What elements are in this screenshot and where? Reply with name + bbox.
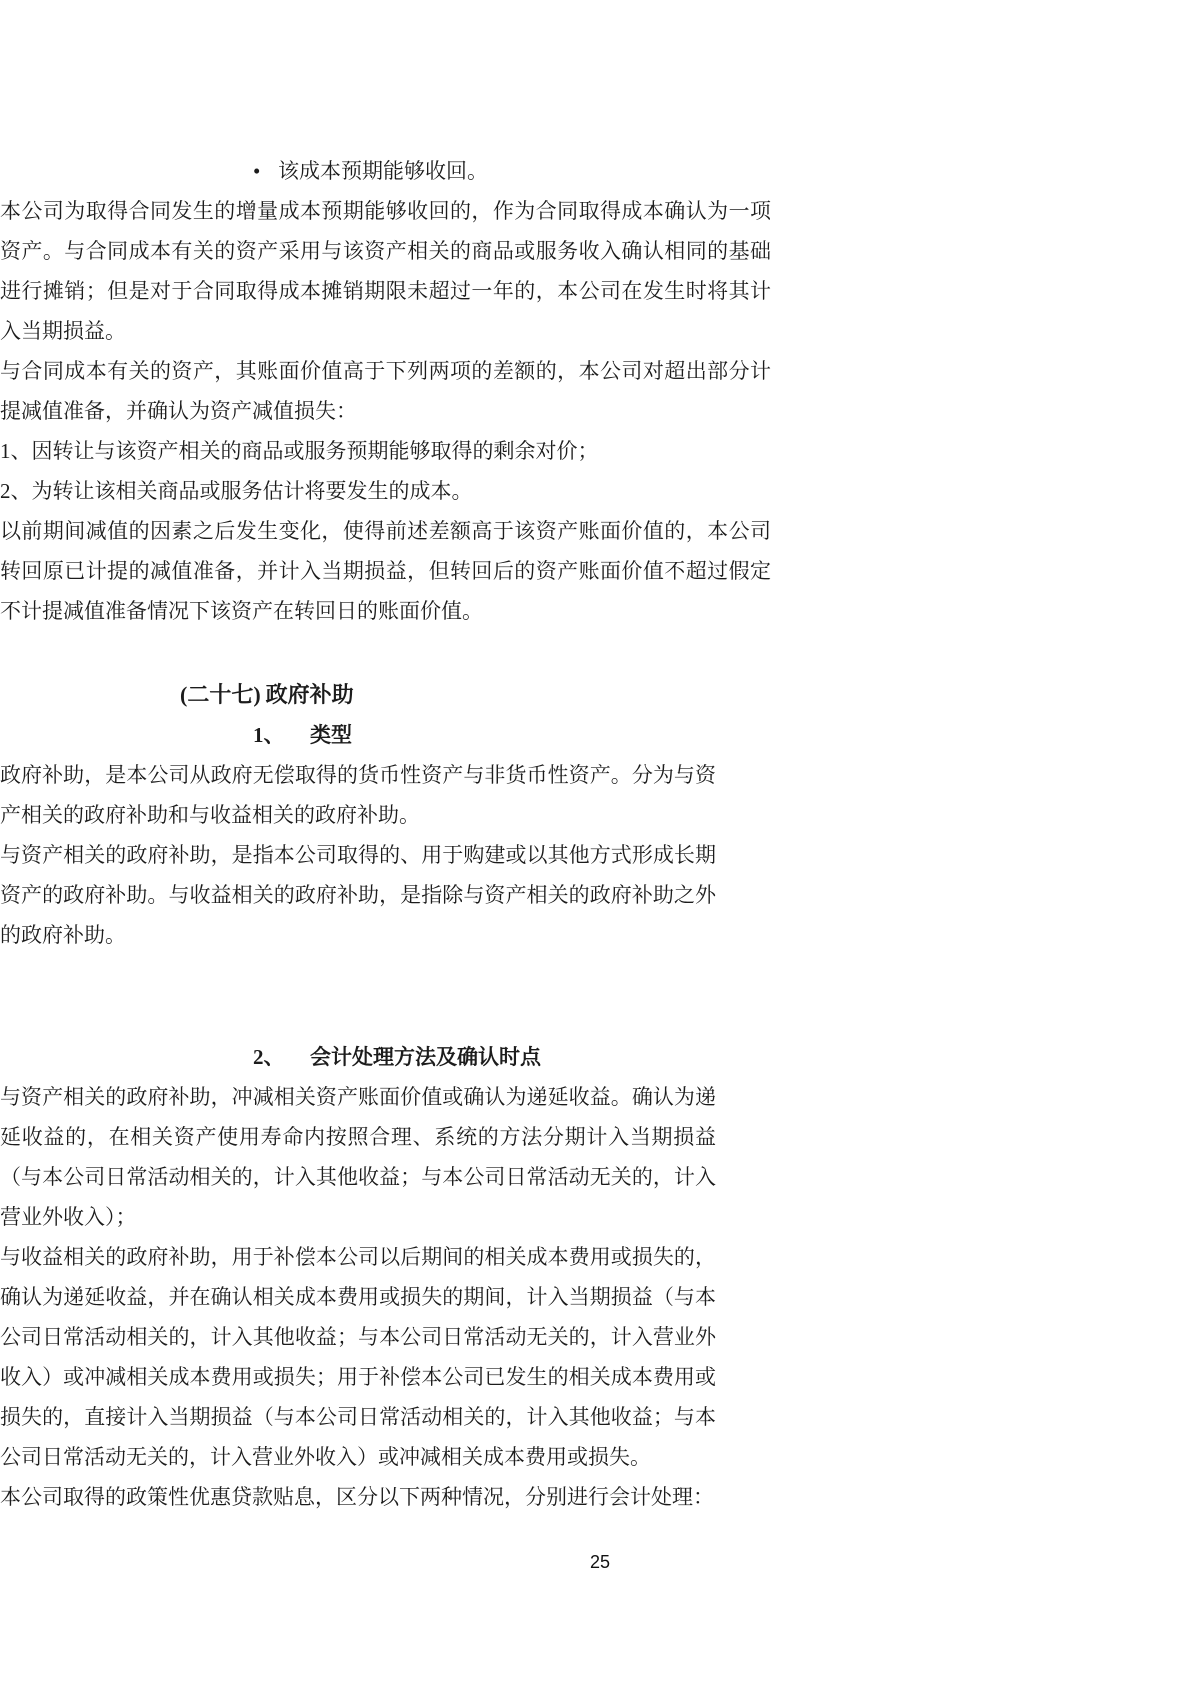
paragraph: 本公司取得的政策性优惠贷款贴息，区分以下两种情况，分别进行会计处理： — [0, 1485, 714, 1509]
paragraph: 与资产相关的政府补助，是指本公司取得的、用于购建或以其他方式形成长期资产的政府补助。与收益相关的政府补助，是指除与资产相关的政府补助之外的政府补助。 — [0, 843, 716, 947]
subsection-heading-1 — [253, 715, 1200, 755]
paragraph: 与收益相关的政府补助，用于补偿本公司以后期间的相关成本费用或损失的，确认为递延收益，并在确认相关成本费用或损失的期间，计入当期损益（与本公司日常活动相关的，计入其他收益；与本公司日常活动无关的，计入营业外收入）或冲减相关成本费用或损失；用于补偿本公司已发生的相关成本费用或损失的，直接计入当期损益（与本公司日常活动相关的，计入其他收益；与本公司日常活动无关的，计入营业外收入）或冲减相关成本费用或损失。 — [0, 1245, 716, 1469]
section-title: 政府补助 — [265, 682, 354, 707]
subsection-title: 会计处理方法及确认时点 — [310, 1045, 541, 1069]
subsection-number: 1、 — [253, 723, 285, 747]
section-label: (二十七) — [180, 682, 261, 707]
subsection-number: 2、 — [253, 1045, 285, 1069]
bullet-icon: • — [253, 159, 261, 183]
paragraph: 本公司为取得合同发生的增量成本预期能够收回的，作为合同取得成本确认为一项资产。与合同成本有关的资产采用与该资产相关的商品或服务收入确认相同的基础进行摊销；但是对于合同取得成本摊销期限未超过一年的，本公司在发生时将其计入当期损益。 — [0, 199, 771, 343]
page-number: 25 — [589, 1552, 611, 1572]
numbered-clause: 1、因转让与该资产相关的商品或服务预期能够取得的剩余对价； — [0, 439, 599, 463]
section-heading — [180, 675, 1200, 715]
paragraph: 与资产相关的政府补助，冲减相关资产账面价值或确认为递延收益。确认为递延收益的，在相关资产使用寿命内按照合理、系统的方法分期计入当期损益（与本公司日常活动相关的，计入其他收益；与本公司日常活动无关的，计入营业外收入）； — [0, 1085, 716, 1229]
paragraph: 与合同成本有关的资产，其账面价值高于下列两项的差额的，本公司对超出部分计提减值准备，并确认为资产减值损失： — [0, 359, 771, 423]
bullet-item-text: 该成本预期能够收回。 — [278, 159, 488, 183]
subsection-heading-2 — [253, 1037, 1200, 1077]
page-content — [0, 151, 1200, 1517]
numbered-clause: 2、为转让该相关商品或服务估计将要发生的成本。 — [0, 479, 473, 503]
bullet-list-item — [253, 151, 1200, 191]
page-footer — [0, 1551, 1200, 1573]
subsection-title: 类型 — [310, 723, 352, 747]
paragraph: 政府补助，是本公司从政府无偿取得的货币性资产与非货币性资产。分为与资产相关的政府补助和与收益相关的政府补助。 — [0, 763, 716, 827]
paragraph: 以前期间减值的因素之后发生变化，使得前述差额高于该资产账面价值的，本公司转回原已计提的减值准备，并计入当期损益，但转回后的资产账面价值不超过假定不计提减值准备情况下该资产在转回日的账面价值。 — [0, 519, 771, 623]
